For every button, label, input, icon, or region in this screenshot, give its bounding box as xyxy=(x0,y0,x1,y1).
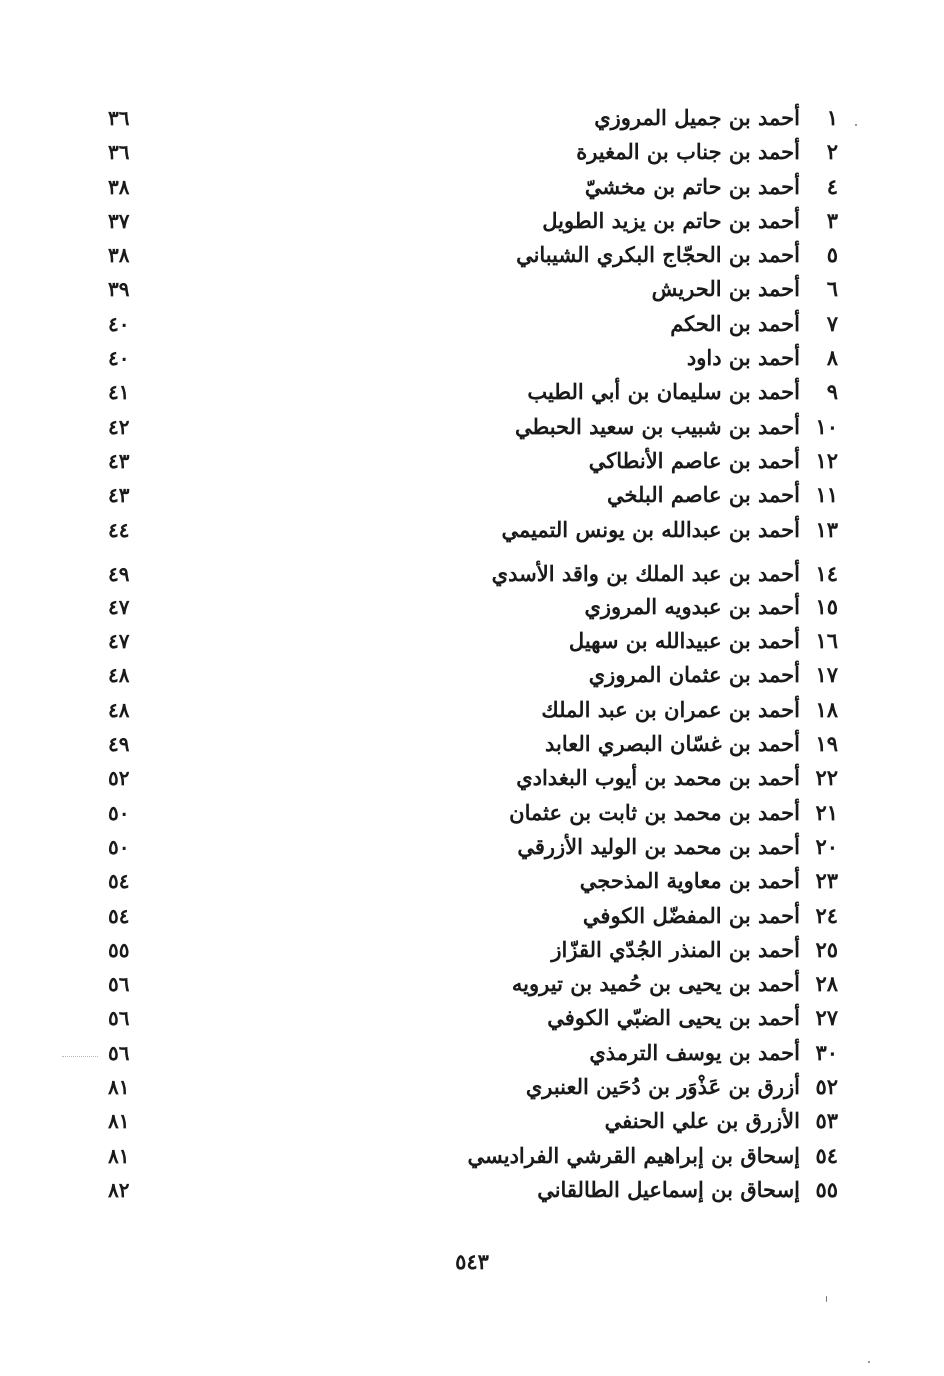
entry-number: ١٦ xyxy=(815,628,838,654)
entry-number: ١ xyxy=(826,105,838,130)
entry-number: ٢٧ xyxy=(815,1005,838,1031)
entry-number: ١٨ xyxy=(815,696,838,722)
index-entry xyxy=(687,345,838,371)
entry-name: إسحاق بن إسماعيل الطالقاني xyxy=(537,1176,800,1202)
index-row xyxy=(0,444,944,478)
page-reference: ٣٨ xyxy=(108,243,130,268)
index-entry xyxy=(537,1177,838,1203)
page-reference: ٨٢ xyxy=(108,1177,130,1202)
page-reference: ٣٦ xyxy=(108,140,130,165)
page-reference: ٤٨ xyxy=(108,697,130,722)
index-row xyxy=(0,272,944,306)
entry-number: ٢٨ xyxy=(815,971,838,997)
entry-name: الأزرق بن علي الحنفي xyxy=(604,1108,800,1134)
index-entry xyxy=(541,697,838,723)
index-entry xyxy=(594,105,838,131)
index-row xyxy=(0,547,944,590)
page-reference: ٥٦ xyxy=(108,972,130,997)
index-row xyxy=(0,513,944,547)
entry-number: ١٣ xyxy=(815,516,838,542)
index-row xyxy=(0,899,944,933)
entry-name: أحمد بن شبيب بن سعيد الحبطي xyxy=(514,413,800,439)
page-reference: ٨١ xyxy=(108,1143,130,1168)
entry-name: أحمد بن عبد الملك بن واقد الأسدي xyxy=(491,560,800,586)
index-row xyxy=(0,1139,944,1173)
entry-name: أحمد بن داود xyxy=(686,345,800,371)
entry-number: ١٢ xyxy=(815,447,838,473)
entry-number: ١٥ xyxy=(815,593,838,619)
entry-name: أحمد بن جناب بن المغيرة xyxy=(576,139,800,165)
index-entry xyxy=(605,1108,838,1134)
entry-name: أحمد بن المنذر الجُدّي القزّاز xyxy=(551,936,800,962)
index-row xyxy=(0,1036,944,1070)
entry-number: ١٤ xyxy=(815,560,838,586)
entry-number: ٧ xyxy=(826,310,838,336)
page-reference: ٤٠ xyxy=(108,311,130,336)
index-row xyxy=(0,864,944,898)
page-reference: ٨١ xyxy=(108,1109,130,1134)
index-entry xyxy=(580,868,838,894)
index-entry xyxy=(547,1005,838,1031)
index-row xyxy=(0,238,944,272)
index-entry xyxy=(527,379,838,405)
page-reference: ٤١ xyxy=(108,380,130,405)
index-entry xyxy=(589,1040,838,1066)
index-row xyxy=(0,1070,944,1104)
page-reference: ٤٧ xyxy=(108,594,130,619)
page-reference: ٤٤ xyxy=(108,517,130,542)
index-row xyxy=(0,933,944,967)
page-reference: ٥٢ xyxy=(108,766,130,791)
entry-number: ٢٤ xyxy=(815,902,838,928)
index-entry xyxy=(468,1143,839,1169)
index-row xyxy=(0,410,944,444)
entry-number: ٨ xyxy=(826,345,838,371)
entry-name: أحمد بن الحجّاج البكري الشيباني xyxy=(516,242,800,268)
index-entry xyxy=(576,139,838,165)
index-entry xyxy=(545,731,838,757)
page-reference: ٤٣ xyxy=(108,483,130,508)
page-reference: ٥٤ xyxy=(108,869,130,894)
entry-number: ٥٢ xyxy=(815,1074,838,1100)
page-reference: ٤٩ xyxy=(108,732,130,757)
page-reference: ٥٥ xyxy=(108,937,130,962)
entry-number: ٢٠ xyxy=(815,833,838,859)
index-row xyxy=(0,204,944,238)
entry-number: ٦ xyxy=(826,276,838,302)
entry-number: ١٧ xyxy=(815,662,838,688)
entry-name: أحمد بن عاصم الأنطاكي xyxy=(588,447,800,473)
page-reference: ٥٦ xyxy=(108,1040,130,1065)
entry-number: ٥٣ xyxy=(815,1108,838,1134)
entry-number: ٩ xyxy=(826,379,838,405)
entry-name: أحمد بن يحيى بن حُميد بن تيرويه xyxy=(511,971,800,997)
entry-name: أحمد بن عبدالله بن يونس التميمي xyxy=(501,516,800,542)
entry-name: أحمد بن محمد بن أيوب البغدادي xyxy=(516,765,800,791)
entry-name: أحمد بن عثمان المروزي xyxy=(588,662,800,688)
entry-number: ٢ xyxy=(826,139,838,165)
page-reference: ٤٩ xyxy=(108,561,130,586)
index-entry xyxy=(584,594,838,620)
entry-number: ٢٢ xyxy=(815,765,838,791)
index-row xyxy=(0,727,944,761)
scan-speck xyxy=(868,1361,870,1363)
page-reference: ٣٨ xyxy=(108,174,130,199)
entry-number: ١٠ xyxy=(815,413,838,439)
index-entry xyxy=(585,174,838,200)
entry-name: أحمد بن حاتم بن مخشيّ xyxy=(584,173,800,199)
entry-name: أحمد بن جميل المروزي xyxy=(594,105,800,130)
entry-number: ١١ xyxy=(815,482,838,508)
index-entry xyxy=(589,448,838,474)
index-row xyxy=(0,1001,944,1035)
page-reference: ٨١ xyxy=(108,1075,130,1100)
entry-name: أحمد بن سليمان بن أبي الطيب xyxy=(527,379,800,405)
index-entry xyxy=(551,937,838,963)
page-reference: ٣٦ xyxy=(108,106,130,130)
index-row xyxy=(0,796,944,830)
entry-name: أحمد بن محمد بن الوليد الأزرقي xyxy=(517,833,800,859)
dotted-leader xyxy=(62,1056,98,1057)
index-entry xyxy=(569,628,838,654)
scan-speck xyxy=(826,1296,827,1302)
index-row xyxy=(0,1104,944,1138)
index-row xyxy=(0,967,944,1001)
index-entry xyxy=(517,834,838,860)
entry-name: أحمد بن يوسف الترمذي xyxy=(589,1039,800,1065)
index-row xyxy=(0,830,944,864)
index-row xyxy=(0,375,944,409)
entry-number: ٢١ xyxy=(815,799,838,825)
index-entry xyxy=(652,276,838,302)
page-reference: ٥٦ xyxy=(108,1006,130,1031)
index-row xyxy=(0,590,944,624)
entry-name: أحمد بن عبدويه المروزي xyxy=(584,593,800,619)
entry-name: إسحاق بن إبراهيم القرشي الفراديسي xyxy=(467,1142,800,1168)
page-number: ٥٤٣ xyxy=(455,1249,489,1274)
index-row xyxy=(0,341,944,375)
index-row xyxy=(0,658,944,692)
index-row xyxy=(0,135,944,169)
index-list xyxy=(0,101,944,1207)
entry-name: أحمد بن الحكم xyxy=(670,310,800,336)
entry-name: أحمد بن محمد بن ثابت بن عثمان xyxy=(509,799,800,825)
page-reference: ٣٧ xyxy=(108,208,130,233)
index-row xyxy=(0,170,944,204)
index-entry xyxy=(542,208,838,234)
index-entry xyxy=(492,561,838,587)
entry-name: أحمد بن الحريش xyxy=(651,276,800,302)
index-entry xyxy=(670,311,838,337)
entry-name: أحمد بن عبيدالله بن سهيل xyxy=(568,628,800,654)
page-reference: ٤٠ xyxy=(108,346,130,371)
entry-name: أحمد بن حاتم بن يزيد الطويل xyxy=(542,207,800,233)
index-entry xyxy=(515,414,838,440)
index-row xyxy=(0,1173,944,1207)
index-entry xyxy=(589,662,838,688)
page-reference: ٤٧ xyxy=(108,629,130,654)
index-entry xyxy=(509,800,838,826)
index-entry xyxy=(501,517,838,543)
index-row xyxy=(0,693,944,727)
scan-speck xyxy=(855,124,857,126)
page-reference: ٤٨ xyxy=(108,663,130,688)
index-row xyxy=(0,478,944,512)
entry-number: ٣٠ xyxy=(815,1039,838,1065)
index-row xyxy=(0,624,944,658)
entry-name: أحمد بن المفضّل الكوفي xyxy=(582,902,800,928)
page-reference: ٥٠ xyxy=(108,800,130,825)
entry-name: أزرق بن عَذْوَر بن دُحَين العنبري xyxy=(525,1074,800,1100)
index-row xyxy=(0,761,944,795)
index-entry xyxy=(607,482,838,508)
entry-name: أحمد بن عاصم البلخي xyxy=(606,482,800,508)
entry-number: ٣ xyxy=(826,207,838,233)
page-reference: ٥٠ xyxy=(108,834,130,859)
page-reference: ٥٤ xyxy=(108,903,130,928)
entry-number: ١٩ xyxy=(815,731,838,757)
index-entry xyxy=(516,242,838,268)
page-reference: ٣٩ xyxy=(108,277,130,302)
entry-number: ٢٥ xyxy=(815,936,838,962)
index-entry xyxy=(583,903,838,929)
index-entry xyxy=(512,971,838,997)
entry-name: أحمد بن معاوية المذحجي xyxy=(579,868,800,894)
page-reference: ٤٣ xyxy=(108,448,130,473)
entry-name: أحمد بن عمران بن عبد الملك xyxy=(541,696,800,722)
index-entry xyxy=(516,765,838,791)
entry-name: أحمد بن يحيى الضبّي الكوفي xyxy=(547,1005,800,1031)
page-reference: ٤٢ xyxy=(108,414,130,439)
entry-number: ٢٣ xyxy=(815,868,838,894)
entry-number: ٥٤ xyxy=(815,1142,838,1168)
entry-name: أحمد بن غسّان البصري العابد xyxy=(544,731,800,757)
index-row xyxy=(0,307,944,341)
index-row xyxy=(0,101,944,135)
index-entry xyxy=(526,1074,838,1100)
entry-number: ٥٥ xyxy=(815,1176,838,1202)
entry-number: ٥ xyxy=(826,242,838,268)
entry-number: ٤ xyxy=(826,173,838,199)
